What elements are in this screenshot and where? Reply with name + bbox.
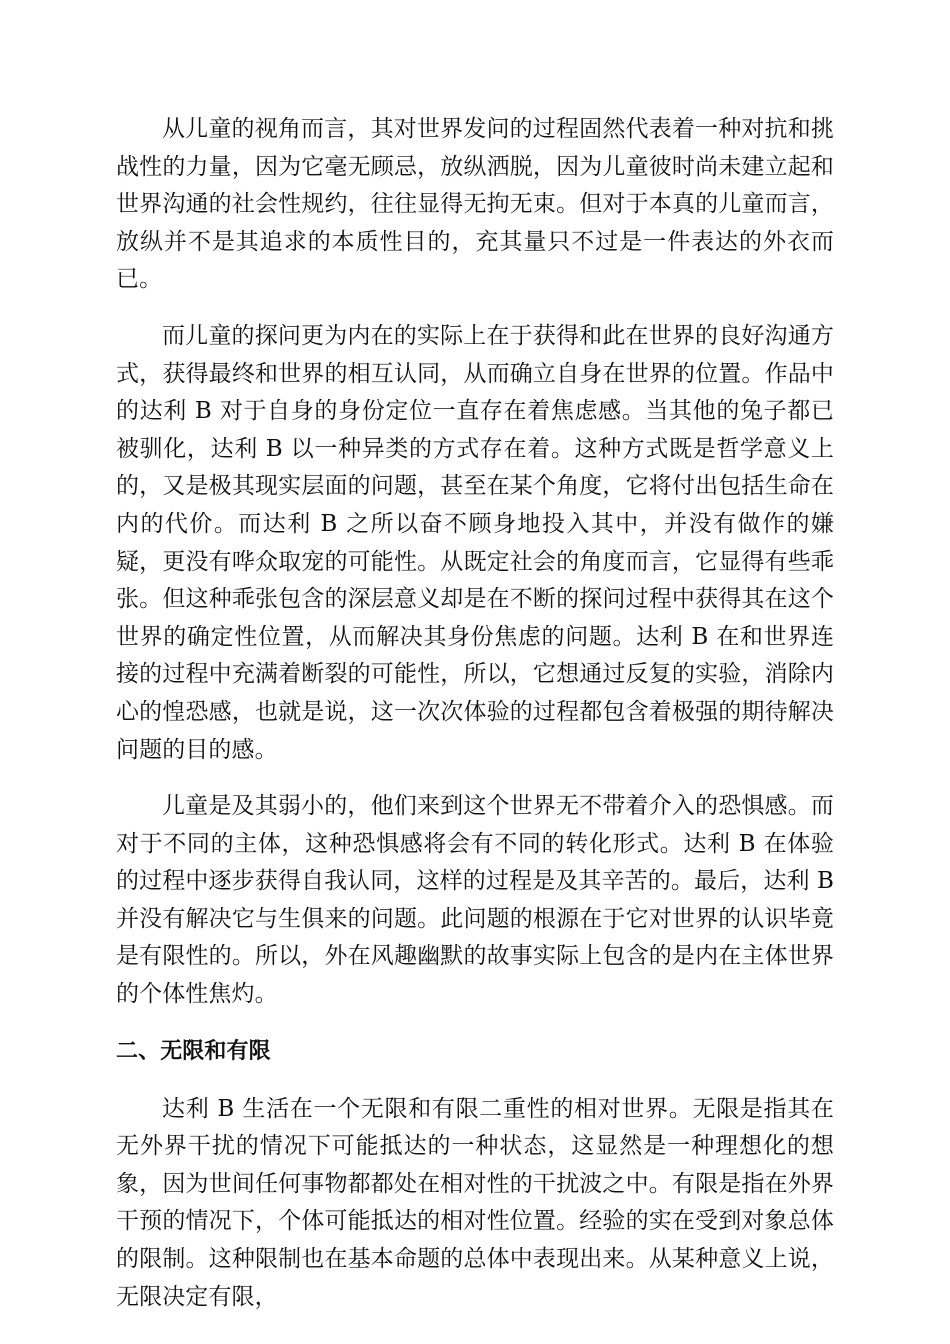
paragraph-child-fear: 儿童是及其弱小的，他们来到这个世界无不带着介入的恐惧感。而对于不同的主体，这种恐惧感将会有不同的转化形式。达利 B 在体验的过程中逐步获得自我认同，这样的过程是及其辛苦的。最后，达利 B 并没有解决它与生俱来的问题。此问题的根源在于它对世界的认识毕竟是有限性的。所以，外在风趣幽默的故事实际上包含的是内在主体世界的个体性焦灼。	[116, 793, 834, 1008]
paragraph-child-inquiry: 而儿童的探问更为内在的实际上在于获得和此在世界的良好沟通方式，获得最终和世界的相互认同，从而确立自身在世界的位置。作品中的达利 B 对于自身的身份定位一直存在着焦虑感。当其他的兔子都已被驯化，达利 B 以一种异类的方式存在着。这种方式既是哲学意义上的，又是极其现实层面的问题，甚至在某个角度，它将付出包括生命在内的代价。而达利 B 之所以奋不顾身地投入其中，并没有做作的嫌疑，更没有哗众取宠的可能性。从既定社会的角度而言，它显得有些乖张。但这种乖张包含的深层意义却是在不断的探问过程中获得其在这个世界的确定性位置，从而解决其身份焦虑的问题。达利 B 在和世界连接的过程中充满着断裂的可能性，所以，它想通过反复的实验，消除内心的惶恐感，也就是说，这一次次体验的过程都包含着极强的期待解决问题的目的感。	[116, 322, 834, 763]
paragraph-infinite-finite: 达利 B 生活在一个无限和有限二重性的相对世界。无限是指其在无外界干扰的情况下可能抵达的一种状态，这显然是一种理想化的想象，因为世间任何事物都都处在相对性的干扰波之中。有限是指在外界干预的情况下，个体可能抵达的相对性位置。经验的实在受到对象总体的限制。这种限制也在基本命题的总体中表现出来。从某种意义上说，无限决定有限，	[116, 1095, 834, 1310]
paragraph-child-perspective: 从儿童的视角而言，其对世界发问的过程固然代表着一种对抗和挑战性的力量，因为它毫无顾忌，放纵洒脱，因为儿童彼时尚未建立起和世界沟通的社会性规约，往往显得无拘无束。但对于本真的儿童而言，放纵并不是其追求的本质性目的，充其量只不过是一件表达的外衣而已。	[116, 116, 834, 293]
document-body	[116, 111, 834, 1335]
section-heading: 二、无限和有限	[116, 1038, 271, 1064]
